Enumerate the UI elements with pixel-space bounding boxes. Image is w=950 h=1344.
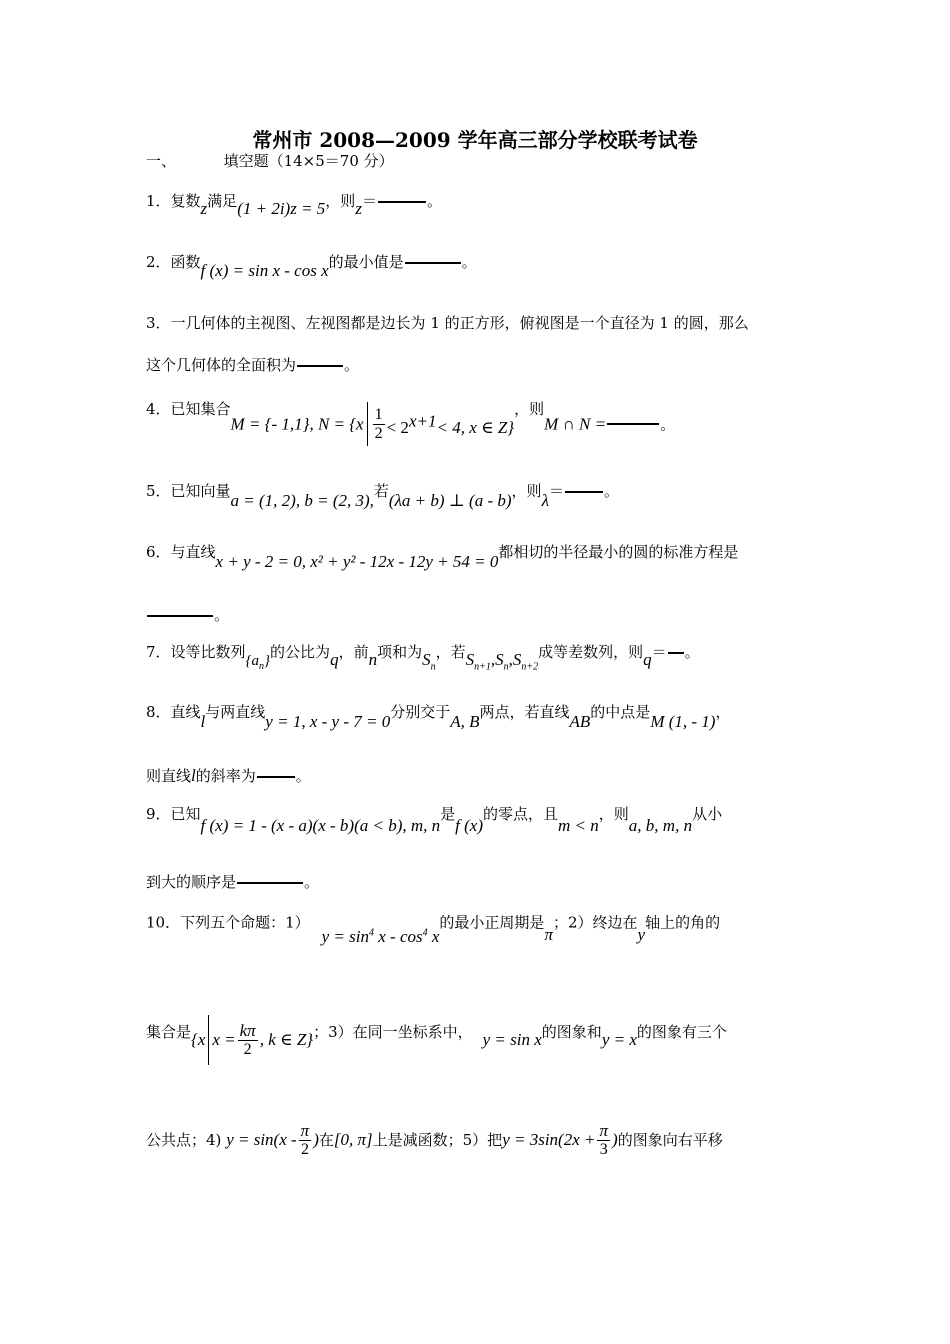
q2-text: 2．函数 [146, 253, 201, 271]
q7-answer-blank[interactable] [668, 652, 684, 654]
q8-line2-text: 则直线 [146, 767, 192, 785]
q10-line3-text-b: 在 [318, 1131, 334, 1149]
q10-text-b: 的最小正周期是 [439, 913, 545, 932]
q10-fraction-4-den: 2 [300, 1140, 309, 1158]
q9-text-d: ，则 [598, 805, 629, 823]
q7-term-3: S [512, 650, 522, 669]
section-heading [146, 152, 394, 170]
q7-text: 7．设等比数列 [146, 643, 246, 661]
q8-midpoint: M (1, - 1) [650, 712, 716, 731]
q4-fraction-num: 1 [374, 405, 383, 423]
q10-set-end: , k ∈ Z} [259, 1030, 314, 1049]
q2-text-b: 的最小值是 [328, 253, 404, 271]
q6-equations: x + y - 2 = 0, x² + y² - 12x - 12y + 54 = 0 [215, 552, 499, 571]
q7-n: n [368, 650, 378, 669]
q8-segment: AB [569, 712, 591, 731]
q7-text-b: 的公比为 [270, 643, 331, 661]
q5-perpendicular: (λa + b) ⊥ (a - b) [388, 491, 512, 510]
question-9 [146, 805, 723, 835]
q6-answer-blank[interactable] [147, 615, 213, 617]
q10-eq4: y = sin(x - [226, 1130, 297, 1149]
q3-end: 。 [344, 356, 360, 374]
q7-text-h: ＝ [651, 643, 667, 661]
question-10-line-3 [146, 1112, 723, 1166]
question-2 [146, 253, 477, 280]
q7-text-c: ，前 [338, 643, 369, 661]
q10-power-1: 4 [369, 927, 374, 938]
q10-eq5: y = 3sin(2x + [502, 1130, 596, 1149]
q5-end: 。 [603, 482, 619, 500]
q10-fraction-4 [299, 1122, 312, 1159]
q4-fraction-den: 2 [374, 424, 383, 442]
q1-equation: (1 + 2i)z = 5 [237, 199, 326, 218]
q7-sum-index: n [430, 661, 436, 673]
q10-fraction-5 [597, 1122, 610, 1159]
q4-set-divider [367, 402, 368, 446]
q10-set: {x [191, 1030, 206, 1049]
q10-text-d: 轴上的角的 [645, 913, 721, 932]
q7-sequence: {a [245, 653, 260, 669]
q7-term-3-index: n+2 [521, 661, 539, 673]
q9-line2-text: 到大的顺序是 [146, 873, 237, 891]
q4-set: M = {- 1,1}, N = {x [230, 414, 364, 434]
q1-z: z [200, 199, 208, 218]
q2-function: f (x) = sin x - cos x [200, 261, 329, 280]
q2-answer-blank[interactable] [405, 262, 461, 264]
q10-line2-text-d: 的图象有三个 [636, 1023, 727, 1041]
q5-vectors: a = (1, 2), b = (2, 3), [230, 491, 374, 510]
q10-line2-text-b: ；3）在同一坐标系中， [313, 1023, 473, 1041]
q7-ratio: q [330, 650, 339, 669]
q3-text: 这个几何体的全面积为 [146, 356, 297, 374]
q10-fraction-den: 2 [243, 1040, 252, 1058]
question-7: 7．设等比数列$\{a_n\}$的公比为q，前n项和为$S_n$，若$S_{n+1},S_n,S_{n+2}$成等差数列，则q＝ 。 [146, 643, 700, 673]
q4-ineq-b: < 4, x ∈ Z} [436, 417, 515, 437]
q10-eq1: y = sin [321, 926, 369, 946]
q10-sin-function: y = sin x [482, 1030, 542, 1049]
q4-end: 。 [660, 415, 676, 434]
q5-text: 5．已知向量 [146, 482, 231, 500]
q8-text-g: ， [715, 703, 731, 721]
q7-sequence-close: } [264, 653, 271, 669]
q8-text-b: 与两直线 [205, 703, 266, 721]
q10-interval: [0, π] [333, 1130, 373, 1149]
q8-end: 。 [295, 767, 311, 785]
q1-end: 。 [426, 192, 442, 210]
q7-text-f: ，若 [435, 643, 466, 661]
q10-pi: π [544, 924, 553, 944]
q9-inequality: m < n [558, 816, 599, 835]
q10-line2-text-c: 的图象和 [541, 1023, 602, 1041]
q1-answer-blank[interactable] [378, 201, 426, 203]
q7-ratio-2: q [643, 650, 652, 669]
q8-text-d: 两点，若直线 [479, 703, 570, 721]
q9-function-2: f (x) [455, 816, 484, 835]
q8-text-f: 的中点是 [590, 703, 651, 721]
question-10 [146, 910, 721, 946]
q10-y-axis: y [637, 924, 646, 944]
q6-end: 。 [214, 606, 230, 624]
q8-equations: y = 1, x - y - 7 = 0 [265, 712, 391, 731]
q1-text-b: 满足 [207, 192, 238, 210]
q8-text-c: 分别交于 [390, 703, 451, 721]
q4-answer-blank[interactable] [607, 423, 659, 425]
question-3-line-2 [146, 356, 359, 374]
question-10-line-2 [146, 1012, 727, 1066]
q4-intersection: M ∩ N = [544, 414, 607, 434]
q8-line-l: l [200, 712, 206, 731]
q4-fraction [373, 406, 385, 443]
section-label: 填空题（14×5＝70 分） [223, 152, 394, 170]
question-5 [146, 482, 619, 510]
q10-set-divider [208, 1015, 209, 1065]
q10-power-2: 4 [422, 927, 428, 938]
q10-eq1c: x [431, 926, 440, 946]
q7-term-1: S [465, 650, 475, 669]
q10-line3-text-d: 的图象向右平移 [617, 1131, 723, 1149]
q4-text-b: ，则 [514, 400, 545, 418]
q5-text-d: ＝ [548, 482, 564, 500]
q10-eq4-close: ) [313, 1130, 319, 1149]
q7-text-d: 项和为 [377, 643, 423, 661]
q10-text: 10．下列五个命题：1） [146, 913, 310, 932]
q10-fraction-4-num: π [300, 1120, 310, 1140]
q6-text: 6．与直线 [146, 543, 216, 561]
q7-term-1-index: n+1 [474, 661, 491, 673]
q10-line2-text: 集合是 [146, 1023, 192, 1041]
q4-text: 4．已知集合 [146, 400, 231, 418]
q1-text-c: ，则 [325, 192, 356, 210]
q7-text-g: 成等差数列，则 [538, 643, 644, 661]
q4-ineq: < 2 [386, 417, 409, 437]
q8-line-l-2: l [191, 766, 196, 785]
q5-lambda: λ [541, 491, 549, 510]
q9-text: 9．已知 [146, 805, 201, 823]
q1-z2: z [355, 199, 362, 218]
q10-text-c: ；2）终边在 [552, 913, 638, 932]
q9-list: a, b, m, n [628, 816, 693, 835]
q9-function: f (x) = 1 - (x - a)(x - b)(a < b), m, n [200, 816, 441, 835]
question-6 [146, 543, 739, 571]
q7-term-2-index: n [503, 661, 509, 673]
question-8 [146, 703, 731, 731]
q8-line2-text-b: 的斜率为 [195, 767, 256, 785]
q5-text-c: ，则 [511, 482, 542, 500]
q4-exponent: x+1 [408, 411, 437, 430]
q10-line3-text-c: 上是减函数；5）把 [372, 1131, 503, 1149]
q8-text: 8．直线 [146, 703, 201, 721]
q9-text-c: 的零点，且 [483, 805, 559, 823]
question-3-line-1: 3．一几何体的主视图、左视图都是边长为 1 的正方形，俯视图是一个直径为 1 的圆，那么 [146, 314, 749, 332]
question-1 [146, 192, 442, 218]
question-9-line-2 [146, 873, 319, 891]
q10-eq1b: x - cos [378, 926, 423, 946]
q1-text: 1．复数 [146, 192, 201, 210]
q1-text-d: ＝ [361, 192, 377, 210]
q10-eq5-close: ) [612, 1130, 618, 1149]
q3-answer-blank[interactable] [297, 365, 343, 367]
q8-points: A, B [450, 712, 480, 731]
question-4 [146, 396, 675, 446]
q10-fraction [238, 1022, 258, 1059]
section-number: 一、 [146, 152, 177, 170]
q10-fraction-num: kπ [239, 1020, 256, 1040]
q7-sequence-index: n [259, 661, 265, 672]
question-8-line-2 [146, 767, 311, 785]
exam-title: 常州市 2008—2009 学年高三部分学校联考试卷 [252, 128, 698, 152]
q5-answer-blank[interactable] [565, 491, 603, 493]
q7-term-2: S [495, 650, 504, 669]
q2-end: 。 [461, 253, 477, 271]
q10-identity-function: y = x [601, 1030, 637, 1049]
q9-end: 。 [304, 873, 320, 891]
q9-answer-blank[interactable] [237, 882, 303, 884]
q9-text-g: 从小 [692, 805, 723, 823]
question-6-line-2 [146, 606, 229, 624]
q5-text-b: 若 [373, 482, 389, 500]
q10-line3-text: 公共点；4) [146, 1131, 222, 1149]
q9-text-b: 是 [440, 805, 456, 823]
q7-sum: S [422, 650, 431, 669]
q6-text-b: 都相切的半径最小的圆的标准方程是 [498, 543, 739, 561]
q7-end: 。 [684, 643, 700, 661]
q8-answer-blank[interactable] [257, 776, 295, 778]
q10-fraction-5-num: π [599, 1120, 609, 1140]
q10-set-x: x = [212, 1030, 236, 1049]
q10-fraction-5-den: 3 [599, 1140, 608, 1158]
